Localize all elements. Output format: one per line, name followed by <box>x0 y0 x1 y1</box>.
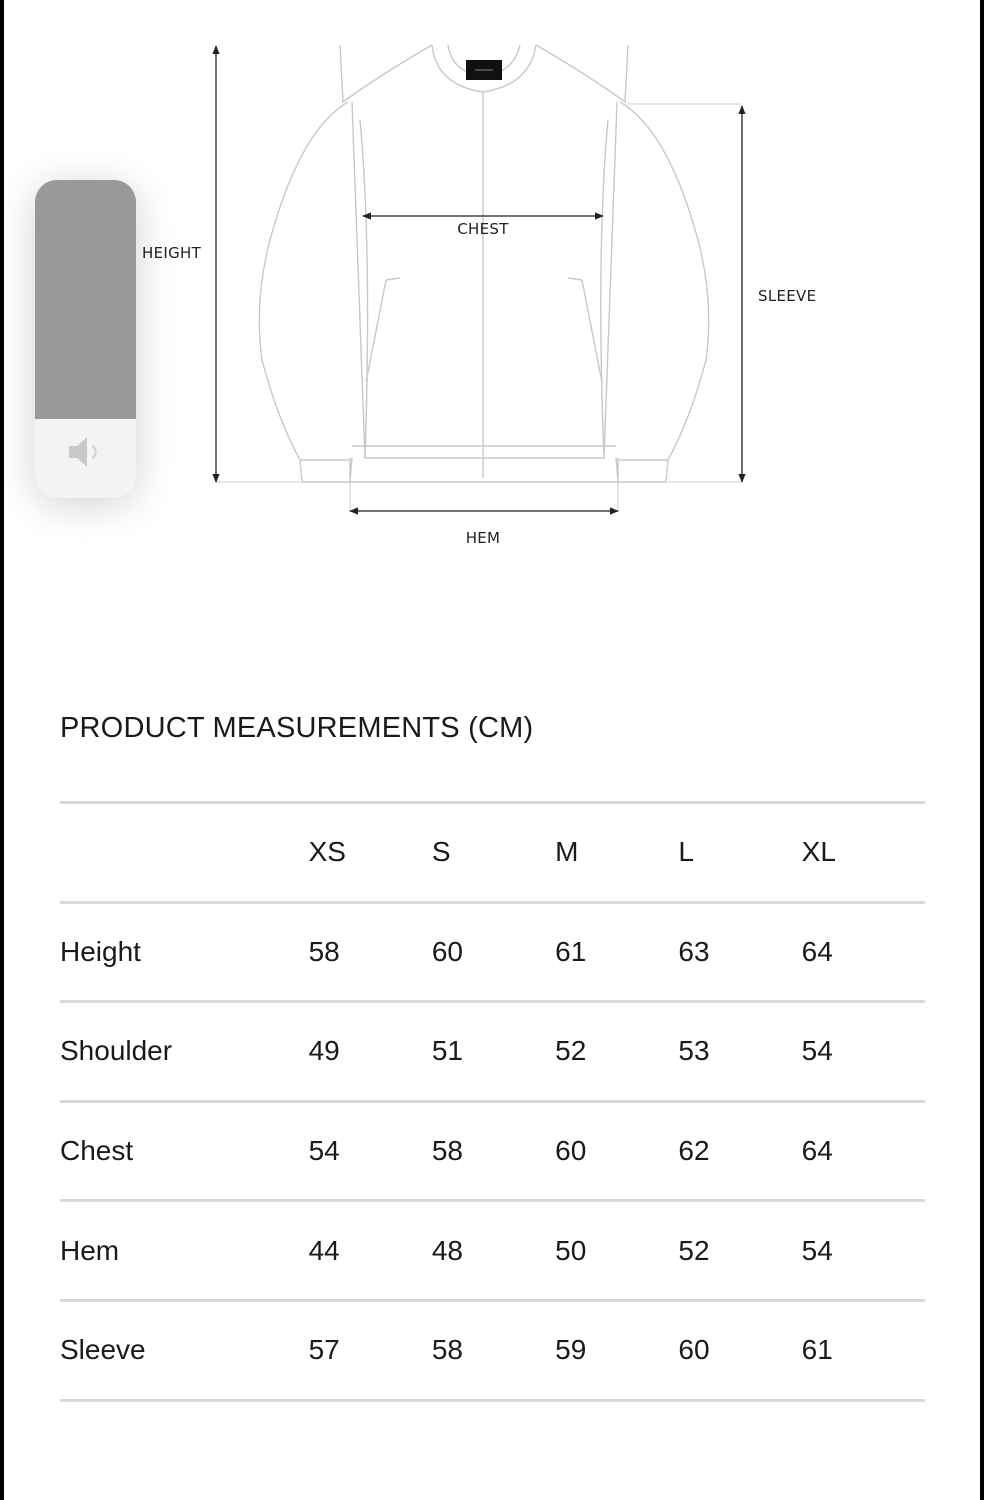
table-cell: 52 <box>678 1201 801 1301</box>
table-cell: 54 <box>802 1002 925 1102</box>
volume-indicator[interactable] <box>35 180 136 498</box>
table-cell: 53 <box>678 1002 801 1102</box>
hem-label: HEM <box>465 529 501 547</box>
row-label: Hem <box>60 1201 309 1301</box>
size-header: L <box>678 803 801 903</box>
table-cell: 64 <box>802 1101 925 1201</box>
table-header-row <box>60 803 925 903</box>
size-table <box>60 801 925 1402</box>
table-cell: 61 <box>555 902 678 1002</box>
table-cell: 49 <box>309 1002 432 1102</box>
table-cell: 61 <box>802 1300 925 1400</box>
row-label: Height <box>60 902 309 1002</box>
row-label: Sleeve <box>60 1300 309 1400</box>
table-cell: 44 <box>309 1201 432 1301</box>
jacket-sketch <box>259 45 708 482</box>
table-cell: 58 <box>432 1101 555 1201</box>
table-row <box>60 1101 925 1201</box>
chest-label: CHEST <box>457 220 509 238</box>
table-row <box>60 902 925 1002</box>
table-cell: 58 <box>432 1300 555 1400</box>
table-row <box>60 1201 925 1301</box>
table-cell: 52 <box>555 1002 678 1102</box>
table-cell: 58 <box>309 902 432 1002</box>
table-cell: 54 <box>802 1201 925 1301</box>
header-empty-cell <box>60 803 309 903</box>
table-cell: 60 <box>678 1300 801 1400</box>
height-label: HEIGHT <box>142 244 202 262</box>
speaker-icon <box>63 432 109 472</box>
table-cell: 63 <box>678 902 801 1002</box>
table-cell: 48 <box>432 1201 555 1301</box>
size-header: M <box>555 803 678 903</box>
size-header: XL <box>802 803 925 903</box>
table-row <box>60 1002 925 1102</box>
table-cell: 50 <box>555 1201 678 1301</box>
table-row <box>60 1300 925 1400</box>
row-label: Shoulder <box>60 1002 309 1102</box>
row-label: Chest <box>60 1101 309 1201</box>
page-title: PRODUCT MEASUREMENTS (CM) <box>60 712 534 744</box>
table-cell: 60 <box>432 902 555 1002</box>
table-cell: 51 <box>432 1002 555 1102</box>
table-cell: 60 <box>555 1101 678 1201</box>
size-header: XS <box>309 803 432 903</box>
table-cell: 57 <box>309 1300 432 1400</box>
sleeve-label: SLEEVE <box>758 287 817 305</box>
jacket-diagram <box>0 0 984 620</box>
table-cell: 62 <box>678 1101 801 1201</box>
size-header: S <box>432 803 555 903</box>
table-cell: 64 <box>802 902 925 1002</box>
table-cell: 54 <box>309 1101 432 1201</box>
table-cell: 59 <box>555 1300 678 1400</box>
volume-level-fill <box>35 180 136 419</box>
